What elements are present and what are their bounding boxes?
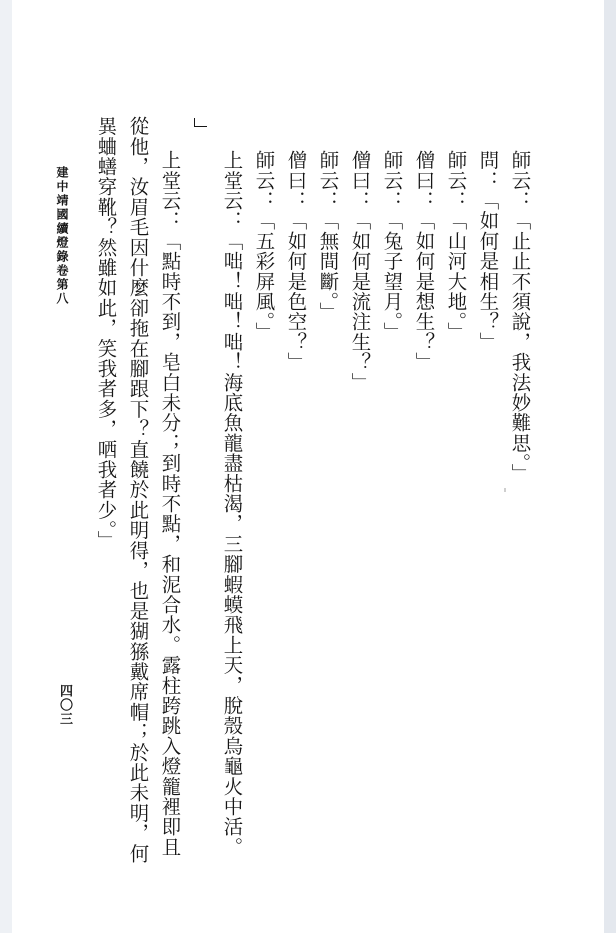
- scan-speck: [504, 488, 506, 492]
- closing-bracket-mark: [194, 118, 207, 127]
- text-column-7: 師云：「無間斷。」: [316, 150, 340, 323]
- text-column-10: 上堂云：「咄！咄！咄！海底魚龍盡枯渴，三腳蝦蟆飛上天，脫殼烏龜火中活。: [220, 150, 244, 857]
- viewer-margin-right: [604, 0, 616, 933]
- text-column-8: 僧曰：「如何是色空？」: [284, 150, 308, 373]
- text-column-5: 師云：「兔子望月。」: [380, 150, 404, 343]
- text-column-1: 師云：「止止不須說，我法妙難思。」: [508, 150, 532, 484]
- running-header: 建中靖國續燈錄卷第八: [55, 166, 69, 306]
- text-column-3: 師云：「山河大地。」: [444, 150, 468, 343]
- text-column-4: 僧曰：「如何是想生？」: [412, 150, 436, 373]
- text-column-6: 僧曰：「如何是流注生？」: [348, 150, 372, 393]
- text-column-13: 異蛐蟮穿靴？然雖如此，笑我者多，哂我者少。」: [94, 116, 118, 551]
- text-column-9: 師云：「五彩屏風。」: [252, 150, 276, 343]
- page-number: 四〇三: [57, 684, 72, 726]
- text-column-2: 問：「如何是相生？」: [476, 150, 500, 352]
- text-column-11: 上堂云：「點時不到，皂白未分；到時不點，和泥合水。露柱跨跳入燈籠裡即且: [158, 150, 182, 857]
- viewer-margin-left: [0, 0, 12, 933]
- text-column-12: 從他，汝眉毛因什麼卻拖在腳跟下？直饒於此明得，也是猢猻戴席帽；於此未明，何: [126, 116, 150, 864]
